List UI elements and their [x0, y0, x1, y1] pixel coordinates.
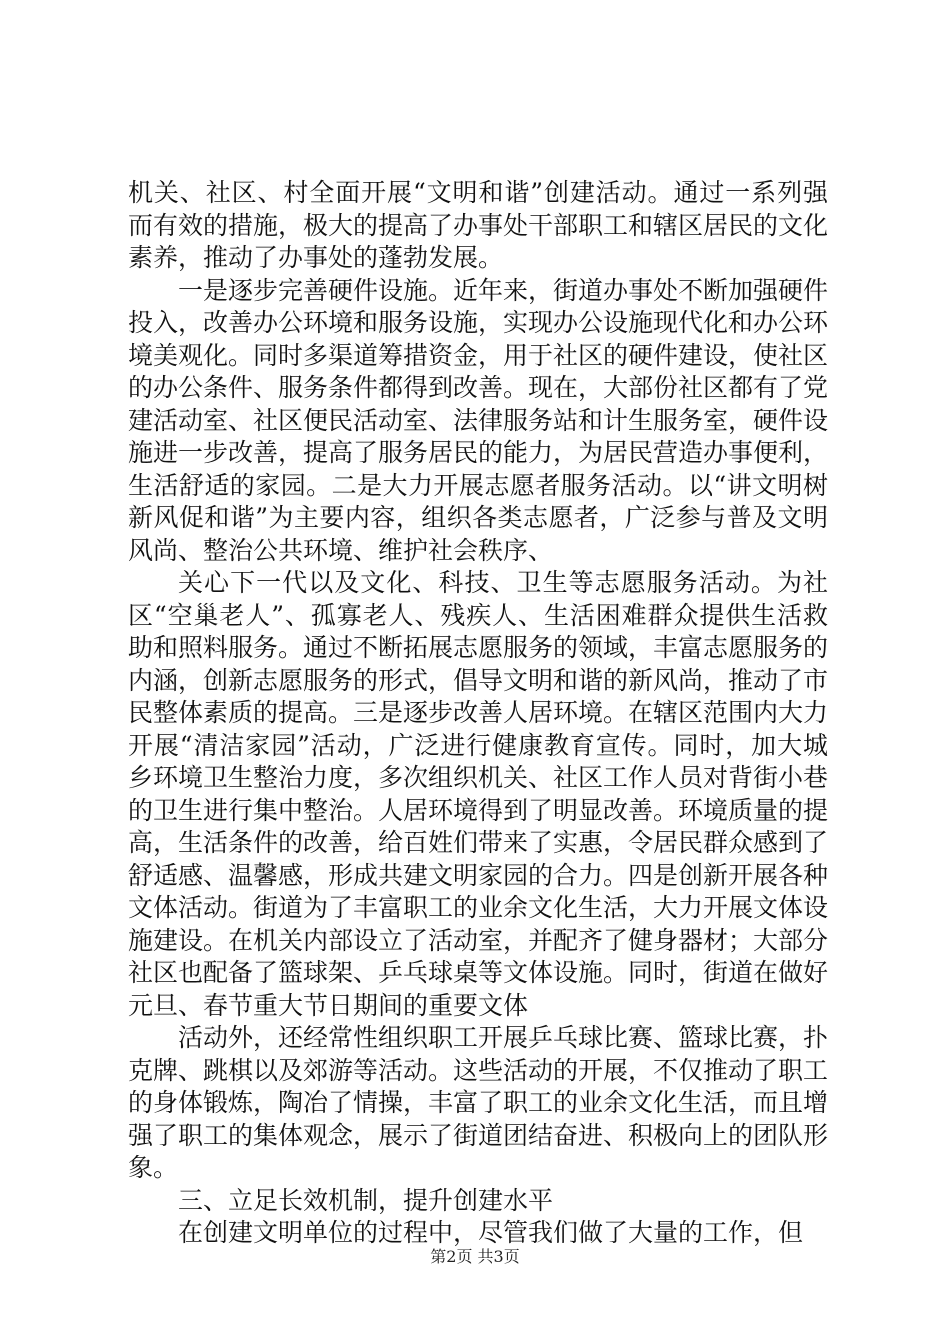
paragraph-5: 在创建文明单位的过程中，尽管我们做了大量的工作，但 — [178, 1218, 804, 1247]
page-number-footer: 第2页 共3页 — [430, 1247, 520, 1266]
paragraph-4: 活动外，还经常性组织职工开展乒乓球比赛、篮球比赛，扑克牌、跳棋以及郊游等活动。这些活动的开展，不仅推动了职工的身体锻炼，陶冶了情操，丰富了职工的业余文化生活，而且增强了职工的集体观念，展示了街道团结奋进、积极向上的团队形象。 — [128, 1023, 829, 1182]
section-heading: 三、立足长效机制，提升创建水平 — [178, 1185, 554, 1215]
paragraph-2: 一是逐步完善硬件设施。近年来，街道办事处不断加强硬件投入，改善办公环境和服务设施，实现办公设施现代化和办公环境美观化。同时多渠道筹措资金，用于社区的硬件建设，使社区的办公条件、服务条件都得到改善。现在，大部份社区都有了党建活动室、社区便民活动室、法律服务站和计生服务室，硬件设施进一步改善，提高了服务居民的能力，为居民营造办事便利，生活舒适的家园。二是大力开展志愿者服务活动。以“讲文明树新风促和谐”为主要内容，组织各类志愿者，广泛参与普及文明风尚、整治公共环境、维护社会秩序、 — [128, 275, 829, 565]
paragraph-1: 机关、社区、村全面开展“文明和谐”创建活动。通过一系列强而有效的措施，极大的提高了办事处干部职工和辖区居民的文化素养，推动了办事处的蓬勃发展。 — [128, 178, 829, 272]
paragraph-3: 关心下一代以及文化、科技、卫生等志愿服务活动。为社区“空巢老人”、孤寡老人、残疾人、生活困难群众提供生活救助和照料服务。通过不断拓展志愿服务的领域，丰富志愿服务的内涵，创新志愿服务的形式，倡导文明和谐的新风尚，推动了市民整体素质的提高。三是逐步改善人居环境。在辖区范围内大力开展“清洁家园”活动，广泛进行健康教育宣传。同时，加大城乡环境卫生整治力度，多次组织机关、社区工作人员对背街小巷的卫生进行集中整治。人居环境得到了明显改善。环境质量的提高，生活条件的改善，给百姓们带来了实惠，令居民群众感到了舒适感、温馨感，形成共建文明家园的合力。四是创新开展各种文体活动。街道为了丰富职工的业余文化生活，大力开展文体设施建设。在机关内部设立了活动室，并配齐了健身器材；大部分社区也配备了篮球架、乒乓球桌等文体设施。同时，街道在做好元旦、春节重大节日期间的重要文体 — [128, 568, 829, 1020]
document-body — [128, 177, 828, 1250]
